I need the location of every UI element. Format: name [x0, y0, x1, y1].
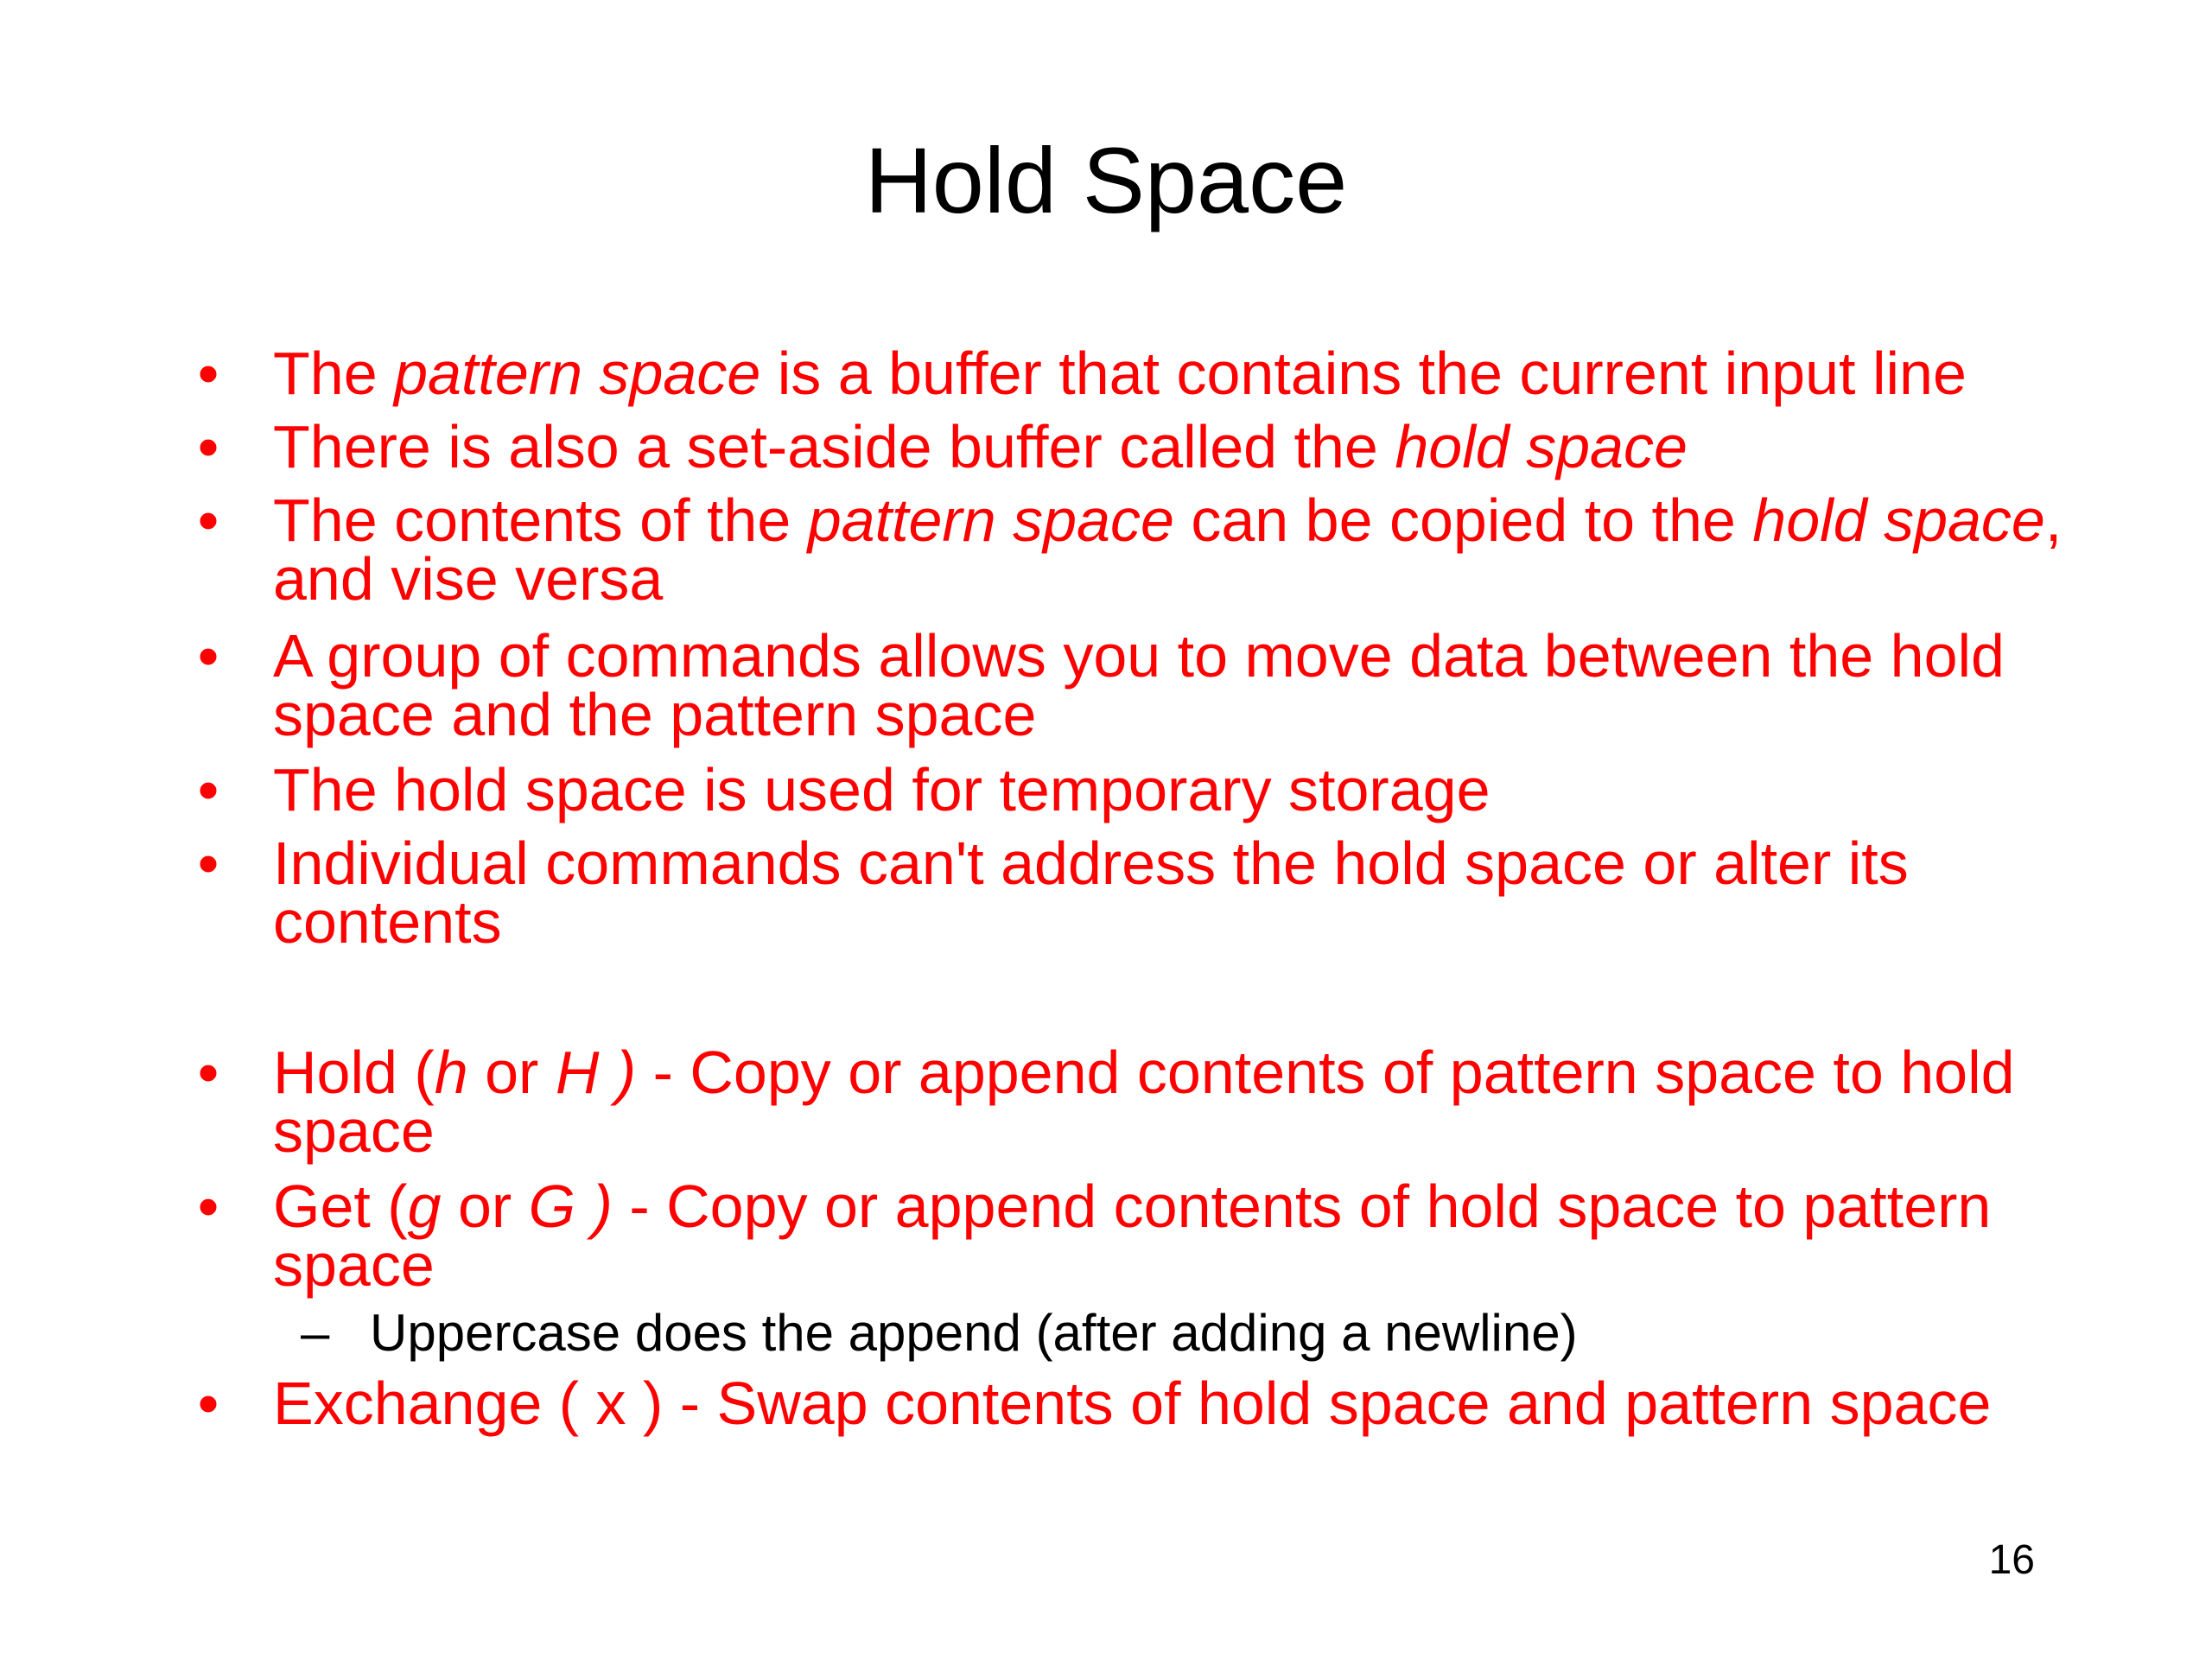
bullet-item: [197, 622, 2088, 748]
bullet-item: [197, 340, 2088, 407]
page-number: 16: [1988, 1537, 2035, 1583]
bullet-marker: •: [197, 1173, 219, 1240]
bullet-marker: •: [197, 340, 219, 407]
sub-bullet-item: [301, 1304, 2098, 1362]
bullet-item: [197, 830, 2088, 956]
bullet-marker: •: [197, 413, 219, 480]
bullet-marker: •: [197, 486, 219, 554]
bullet-item: [197, 1039, 2088, 1165]
bullet-marker: •: [197, 830, 219, 897]
bullet-marker: •: [197, 1039, 219, 1106]
bullet-marker: •: [197, 1370, 219, 1437]
bullet-item: [197, 413, 2088, 480]
bullet-text: Individual commands can't address the hold space or alter its contents: [273, 830, 1909, 956]
bullet-item: [197, 756, 2088, 823]
bullet-item: [197, 1173, 2088, 1299]
bullet-marker: •: [197, 622, 219, 690]
bullet-text: The hold space is used for temporary storage: [273, 756, 1491, 823]
bullet-text: The pattern space is a buffer that contains the current input line: [273, 340, 1967, 407]
bullet-item: [197, 486, 2088, 613]
sub-bullet-text: Uppercase does the append (after adding a newline): [370, 1304, 1578, 1362]
bullet-text: There is also a set-aside buffer called the hold space: [273, 413, 1688, 480]
bullet-item: [197, 1370, 2088, 1437]
bullet-marker: •: [197, 756, 219, 823]
sub-bullet-marker: –: [301, 1304, 330, 1362]
slide-title: Hold Space: [864, 128, 1348, 232]
bullet-text: Hold (h or H ) - Copy or append contents of pattern space to hold space: [273, 1039, 2015, 1165]
bullet-text: Get (g or G ) - Copy or append contents of hold space to pattern space: [273, 1173, 1992, 1299]
bullet-text: The contents of the pattern space can be copied to the hold space, and vise versa: [273, 486, 2063, 613]
bullet-text: A group of commands allows you to move data between the hold space and the pattern space: [273, 622, 2005, 748]
bullet-text: Exchange ( x ) - Swap contents of hold space and pattern space: [273, 1370, 1992, 1437]
